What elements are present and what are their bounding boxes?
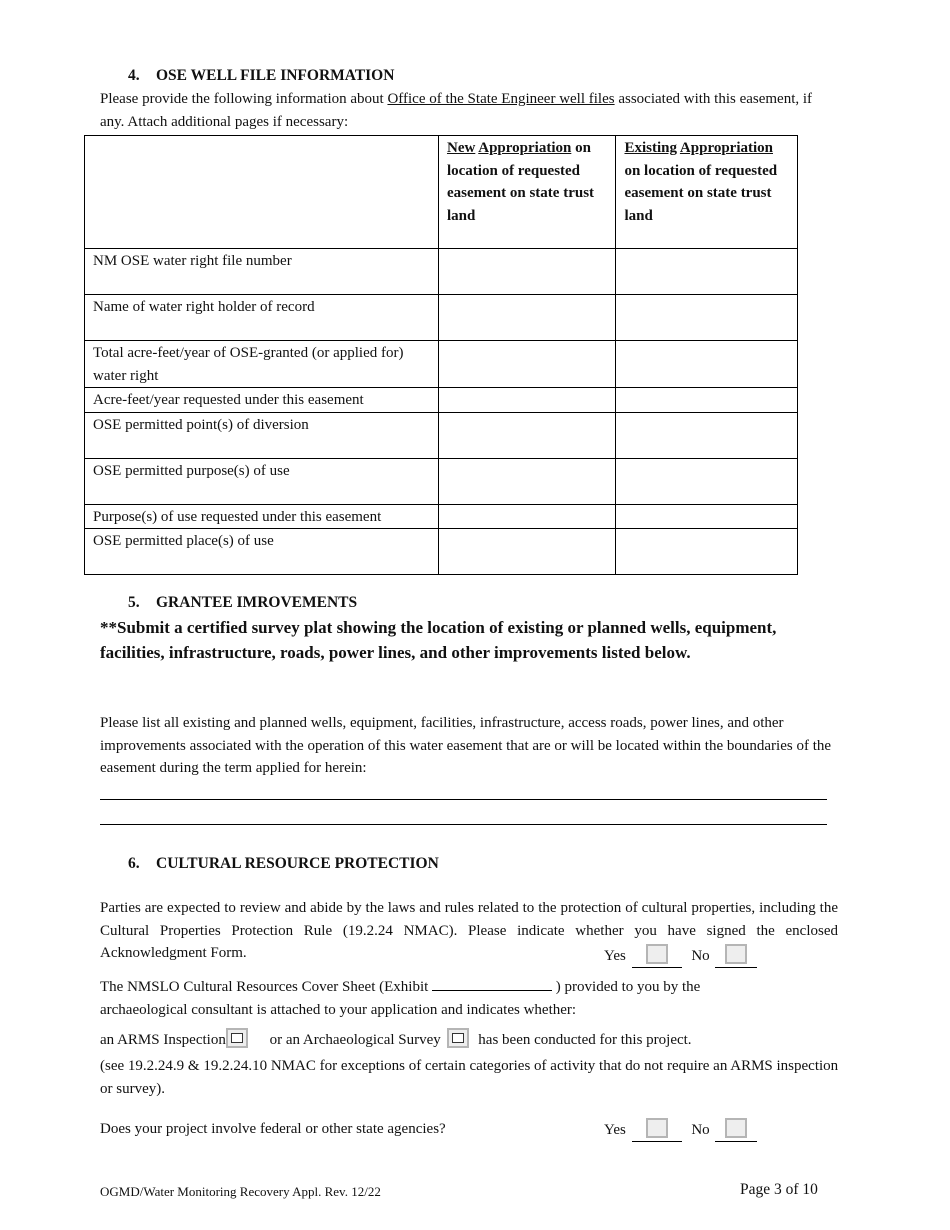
table-row: [85, 388, 798, 413]
existing-appropriation-cell[interactable]: [616, 388, 798, 413]
existing-appropriation-cell[interactable]: [616, 295, 798, 341]
ose-well-files-link: Office of the State Engineer well files: [387, 91, 615, 107]
row-label: Acre-feet/year requested under this easement: [85, 388, 439, 413]
new-appropriation-cell[interactable]: [438, 504, 615, 529]
new-appropriation-cell[interactable]: [438, 529, 615, 575]
archaeological-survey-checkbox[interactable]: [447, 1028, 469, 1048]
section-4-heading: 4. OSE WELL FILE INFORMATION: [128, 67, 395, 84]
table-header-row: [85, 136, 798, 249]
row-label: Name of water right holder of record: [85, 295, 439, 341]
row-label: Total acre-feet/year of OSE-granted (or applied for) water right: [85, 341, 439, 388]
table-row: [85, 529, 798, 575]
federal-yes-checkbox[interactable]: [646, 1118, 668, 1138]
existing-appropriation-cell[interactable]: [616, 529, 798, 575]
table-row: [85, 412, 798, 458]
section-6-heading: 6. CULTURAL RESOURCE PROTECTION: [128, 855, 439, 872]
survey-plat-notice: **Submit a certified survey plat showing the location of existing or planned wells, equipment, facilities, infrastructure, roads, power lines, and other improvements listed below.: [100, 618, 777, 662]
yes-label: Yes: [604, 1122, 626, 1138]
table-row: [85, 295, 798, 341]
arms-inspection-checkbox[interactable]: [226, 1028, 248, 1048]
acknowledgment-yes-checkbox[interactable]: [646, 944, 668, 964]
existing-appropriation-cell[interactable]: [616, 412, 798, 458]
no-label: No: [691, 1122, 710, 1138]
section-4-intro: Please provide the following information about Office of the State Engineer well files associated with this easement, if any. Attach additional pages if necessary:: [100, 91, 813, 130]
ose-well-file-table: [84, 135, 798, 575]
header-new-appropriation: New Appropriation on location of requested easement on state trust land: [438, 136, 615, 249]
federal-agencies-question: Does your project involve federal or other state agencies?: [100, 1121, 446, 1137]
new-appropriation-cell[interactable]: [438, 249, 615, 295]
federal-yes-no: [604, 1118, 757, 1142]
table-row: [85, 504, 798, 529]
improvements-entry-line-1[interactable]: [100, 799, 827, 800]
acknowledgment-yes-no: [604, 944, 757, 968]
existing-appropriation-cell[interactable]: [616, 249, 798, 295]
acknowledgment-no-checkbox[interactable]: [725, 944, 747, 964]
row-label: OSE permitted purpose(s) of use: [85, 458, 439, 504]
yes-label: Yes: [604, 948, 626, 964]
table-row: [85, 249, 798, 295]
arms-line: an ARMS Inspection or an Archaeological Survey has been conducted for this project.: [100, 1028, 840, 1052]
cover-sheet-line: The NMSLO Cultural Resources Cover Sheet (Exhibit ) provided to you by the: [100, 976, 840, 999]
new-appropriation-cell[interactable]: [438, 458, 615, 504]
existing-appropriation-cell[interactable]: [616, 458, 798, 504]
footer-form-id: OGMD/Water Monitoring Recovery Appl. Rev. 12/22: [100, 1184, 381, 1199]
new-appropriation-cell[interactable]: [438, 341, 615, 388]
row-label: OSE permitted place(s) of use: [85, 529, 439, 575]
cultural-protection-paragraph: Parties are expected to review and abide by the laws and rules related to the protection of cultural properties, including the Cultural Properties Protection Rule (19.2.24 NMAC). Please indicate whether you have signed the enclosed Acknowledgment Form.: [100, 900, 838, 961]
exceptions-note: (see 19.2.24.9 & 19.2.24.10 NMAC for exceptions of certain categories of activity that do not require an ARMS inspection or survey).: [100, 1058, 839, 1097]
row-label: Purpose(s) of use requested under this easement: [85, 504, 439, 529]
improvements-entry-line-2[interactable]: [100, 824, 827, 825]
header-blank-cell: [85, 136, 439, 249]
new-appropriation-cell[interactable]: [438, 412, 615, 458]
section-5-heading: 5. GRANTEE IMROVEMENTS: [128, 594, 358, 611]
new-appropriation-cell[interactable]: [438, 388, 615, 413]
existing-appropriation-cell[interactable]: [616, 504, 798, 529]
row-label: NM OSE water right file number: [85, 249, 439, 295]
footer-page-number: Page 3 of 10: [740, 1181, 818, 1198]
federal-no-checkbox[interactable]: [725, 1118, 747, 1138]
row-label: OSE permitted point(s) of diversion: [85, 412, 439, 458]
new-appropriation-cell[interactable]: [438, 295, 615, 341]
table-row: [85, 458, 798, 504]
table-row: [85, 341, 798, 388]
section-5-instructions: Please list all existing and planned wells, equipment, facilities, infrastructure, access roads, power lines, and other improvements associated with the operation of this water easement that are or will be located within the boundaries of the easement during the term applied for herein:: [100, 715, 832, 776]
header-existing-appropriation: Existing Appropriation on location of requested easement on state trust land: [616, 136, 798, 249]
exhibit-blank[interactable]: [432, 976, 552, 991]
existing-appropriation-cell[interactable]: [616, 341, 798, 388]
cover-sheet-line-2: archaeological consultant is attached to your application and indicates whether:: [100, 1002, 577, 1018]
no-label: No: [691, 948, 710, 964]
